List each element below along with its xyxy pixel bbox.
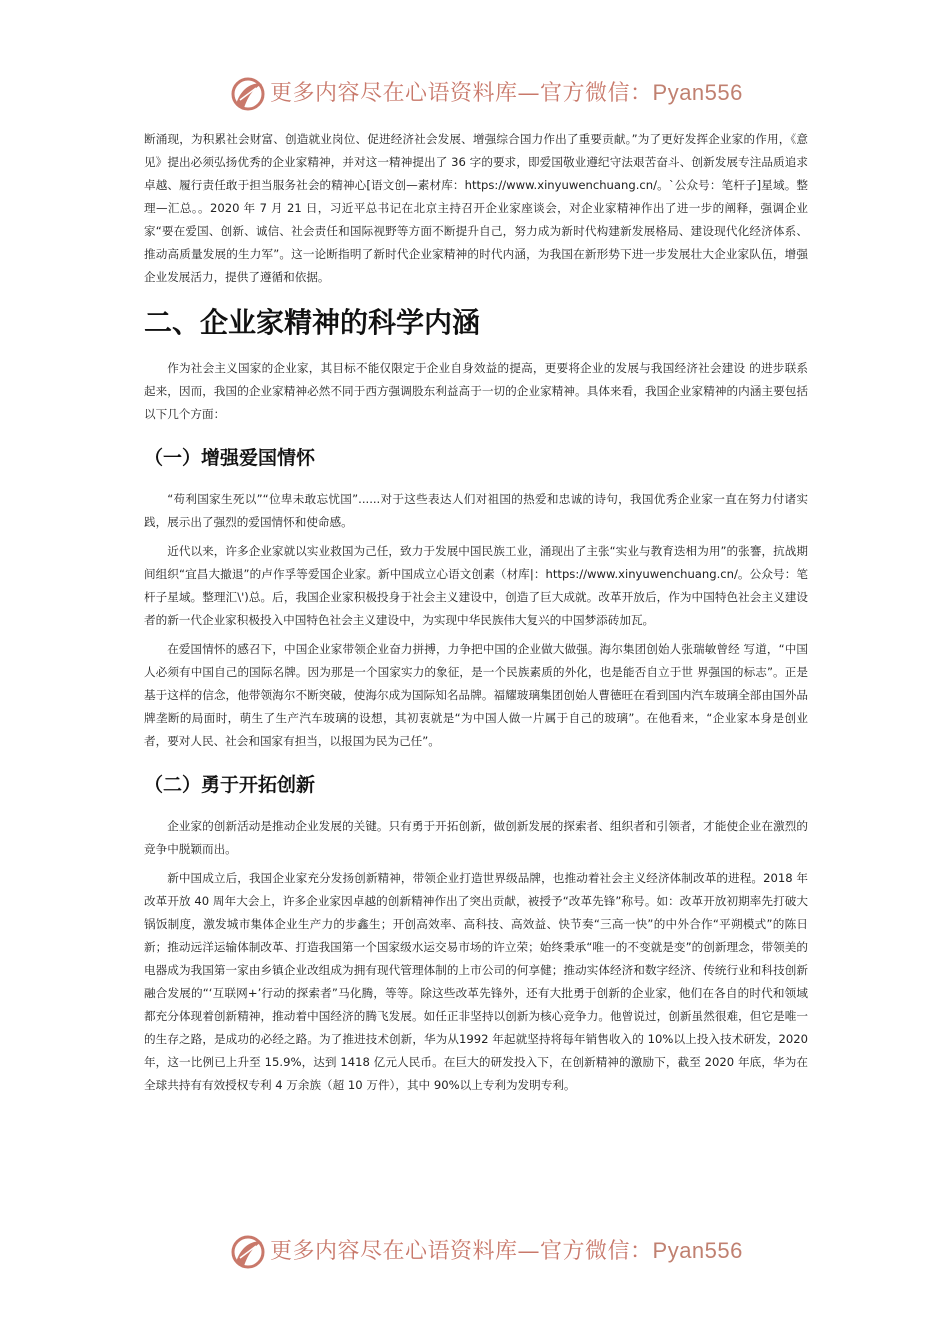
subsection-heading-1: （一）增强爱国情怀: [144, 447, 316, 469]
banner-text: [270, 78, 743, 109]
subsection-2-paragraph-2: 新中国成立后，我国企业家充分发扬创新精神，带领企业打造世界级品牌，也推动着社会主义经济体制改革的进程。2018 年改革开放 40 周年大会上，许多企业家因卓越的创新精神作出了突出贡献，被授予“改革先锋”称号。如：改革开放初期率先打破大锅饭制度，激发城市集体企业生产力的步鑫生；开创高效率、高科技、高效益、快节奏“三高一快”的中外合作“平朔模式”的陈日新；推动远洋运输体制改革、打造我国第一个国家级水运交易市场的许立荣；始终秉承“唯一的不变就是变”的创新理念，带领美的电器成为我国第一家由乡镇企业改组成为拥有现代管理体制的上市公司的何享健；推动实体经济和数字经济、传统行业和科技创新融合发展的“‘互联网+’行动的探索者”马化腾，等等。除这些改革先锋外，还有大批勇于创新的企业家，他们在各自的时代和领域都充分体现着创新精神，推动着中国经济的腾飞发展。如任正非坚持以创新为核心竞争力。他曾说过，创新虽然很难，但它是唯一的生存之路，是成功的必经之路。为了推进技术创新，华为从1992 年起就坚持将每年销售收入的 10%以上投入技术研发，2020 年，这一比例已上升至 15.9%，达到 1418 亿元人民币。在巨大的研发投入下，在创新精神的激励下，截至 2020 年底，华为在全球共持有有效授权专利 4 万余族（超 10 万件），其中 90%以上专利为发明专利。: [144, 871, 808, 1092]
subsection-1-paragraph-2: 近代以来，许多企业家就以实业救国为己任，致力于发展中国民族工业，涌现出了主张“实业与教育迭相为用”的张謇，抗战期间组织“宜昌大撤退”的卢作孚等爱国企业家。新中国成立心语文创素（材库|：https://www.xinyuwenchuang.cn/。公众号：笔杆子星域。整理汇\')总。后，我国企业家积极投身于社会主义建设中，创造了巨大成就。改革开放后，作为中国特色社会主义建设者的新一代企业家积极投入中国特色社会主义建设中，为实现中华民族伟大复兴的中国梦添砖加瓦。: [144, 544, 808, 627]
document-body: [144, 128, 808, 1097]
intro-paragraph: 断涌现，为积累社会财富、创造就业岗位、促进经济社会发展、增强综合国力作出了重要贡献。”为了更好发挥企业家的作用，《意见》提出必须弘扬优秀的企业家精神，并对这一精神提出了 36 字的要求，即爱国敬业遵纪守法艰苦奋斗、创新发展专注品质追求卓越、履行责任敢于担当服务社会的精神心[语文创—素材库：https://www.xinyuwenchuang.cn/。`公众号：笔杆子]星域。整理—汇总。。2020 年 7 月 21 日，习近平总书记在北京主持召开企业家座谈会，对企业家精神作出了进一步的阐释，强调企业家“要在爱国、创新、诚信、社会责任和国际视野等方面不断提升自己，努力成为新时代构建新发展格局、建设现代化经济体系、推动高质量发展的生力军”。这一论断指明了新时代企业家精神的时代内涵，为我国在新形势下进一步发展壮大企业家队伍，增强企业发展活力，提供了遵循和依据。: [144, 132, 808, 284]
subsection-1-paragraph-3: 在爱国情怀的感召下，中国企业家带领企业奋力拼搏，力争把中国的企业做大做强。海尔集团创始人张瑞敏曾经 写道，“中国人必须有中国自己的国际名牌。因为那是一个国家实力的象征，是一个民族素质的外化，也是能否自立于世 界强国的标志”。正是基于这样的信念，他带领海尔不断突破，使海尔成为国际知名品牌。福耀玻璃集团创始人曹德旺在看到国内汽车玻璃全部由国外品牌垄断的局面时，萌生了生产汽车玻璃的设想，其初衷就是“为中国人做一片属于自己的玻璃”。在他看来，“企业家本身是创业者，要对人民、社会和国家有担当，以报国为民为己任”。: [144, 642, 808, 748]
banner-label: 更多内容尽在心语资料库—官方微信：: [270, 1239, 653, 1264]
logo-icon: [228, 1232, 268, 1272]
logo-icon: [228, 74, 268, 114]
watermark-banner-top: [0, 72, 950, 116]
subsection-2-paragraph-1: 企业家的创新活动是推动企业发展的关键。只有勇于开拓创新，做创新发展的探索者、组织者和引领者，才能使企业在激烈的竞争中脱颖而出。: [144, 819, 808, 856]
banner-handle: Pyan556: [652, 1238, 743, 1263]
subsection-1-paragraph-1: “苟利国家生死以”“位卑未敢忘忧国”......对于这些表达人们对祖国的热爱和忠诚的诗句，我国优秀企业家一直在努力付诸实践，展示出了强烈的爱国情怀和使命感。: [144, 492, 808, 529]
banner-label: 更多内容尽在心语资料库—官方微信：: [270, 81, 653, 106]
watermark-banner-bottom: [0, 1230, 950, 1274]
section-paragraph: 作为社会主义国家的企业家，其目标不能仅限定于企业自身效益的提高，更要将企业的发展与我国经济社会建设 的进步联系起来，因而，我国的企业家精神必然不同于西方强调股东利益高于一切的企业家精神。具体来看，我国企业家精神的内涵主要包括以下几个方面：: [144, 361, 808, 421]
banner-text: [270, 1236, 743, 1267]
banner-handle: Pyan556: [652, 80, 743, 105]
subsection-heading-2: （二）勇于开拓创新: [144, 774, 316, 796]
section-heading: 二、企业家精神的科学内涵: [144, 306, 481, 339]
